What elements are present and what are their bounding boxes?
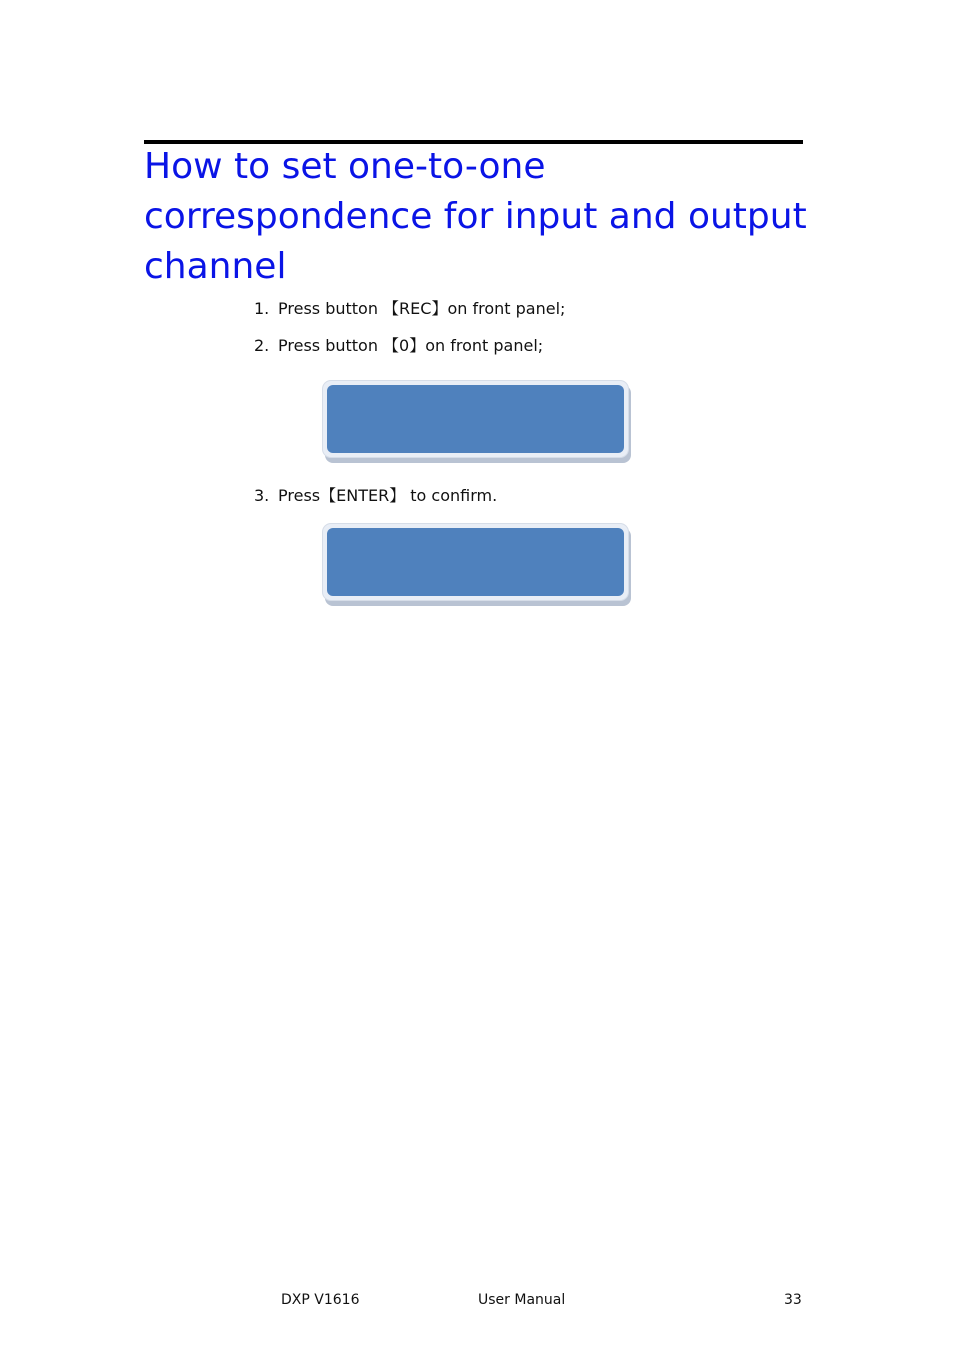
lcd-screen (327, 528, 624, 596)
lcd-display-2 (323, 524, 632, 606)
section-heading: How to set one-to-one correspondence for input and output channel (144, 146, 807, 287)
step-number: 1. (254, 299, 270, 318)
step-number: 3. (254, 486, 270, 505)
footer-page-number: 33 (784, 1292, 802, 1308)
footer-document-title: User Manual (478, 1292, 566, 1308)
step-text: Press button 【REC】on front panel; (278, 299, 566, 318)
lcd-display-1 (323, 381, 632, 463)
step-text: Press【ENTER】 to confirm. (278, 486, 498, 505)
step-text: Press button 【0】on front panel; (278, 336, 544, 355)
footer-model: DXP V1616 (281, 1292, 360, 1308)
lcd-screen (327, 385, 624, 453)
step-2 (254, 336, 543, 356)
step-number: 2. (254, 336, 270, 355)
step-1 (254, 299, 565, 319)
step-3 (254, 486, 497, 506)
